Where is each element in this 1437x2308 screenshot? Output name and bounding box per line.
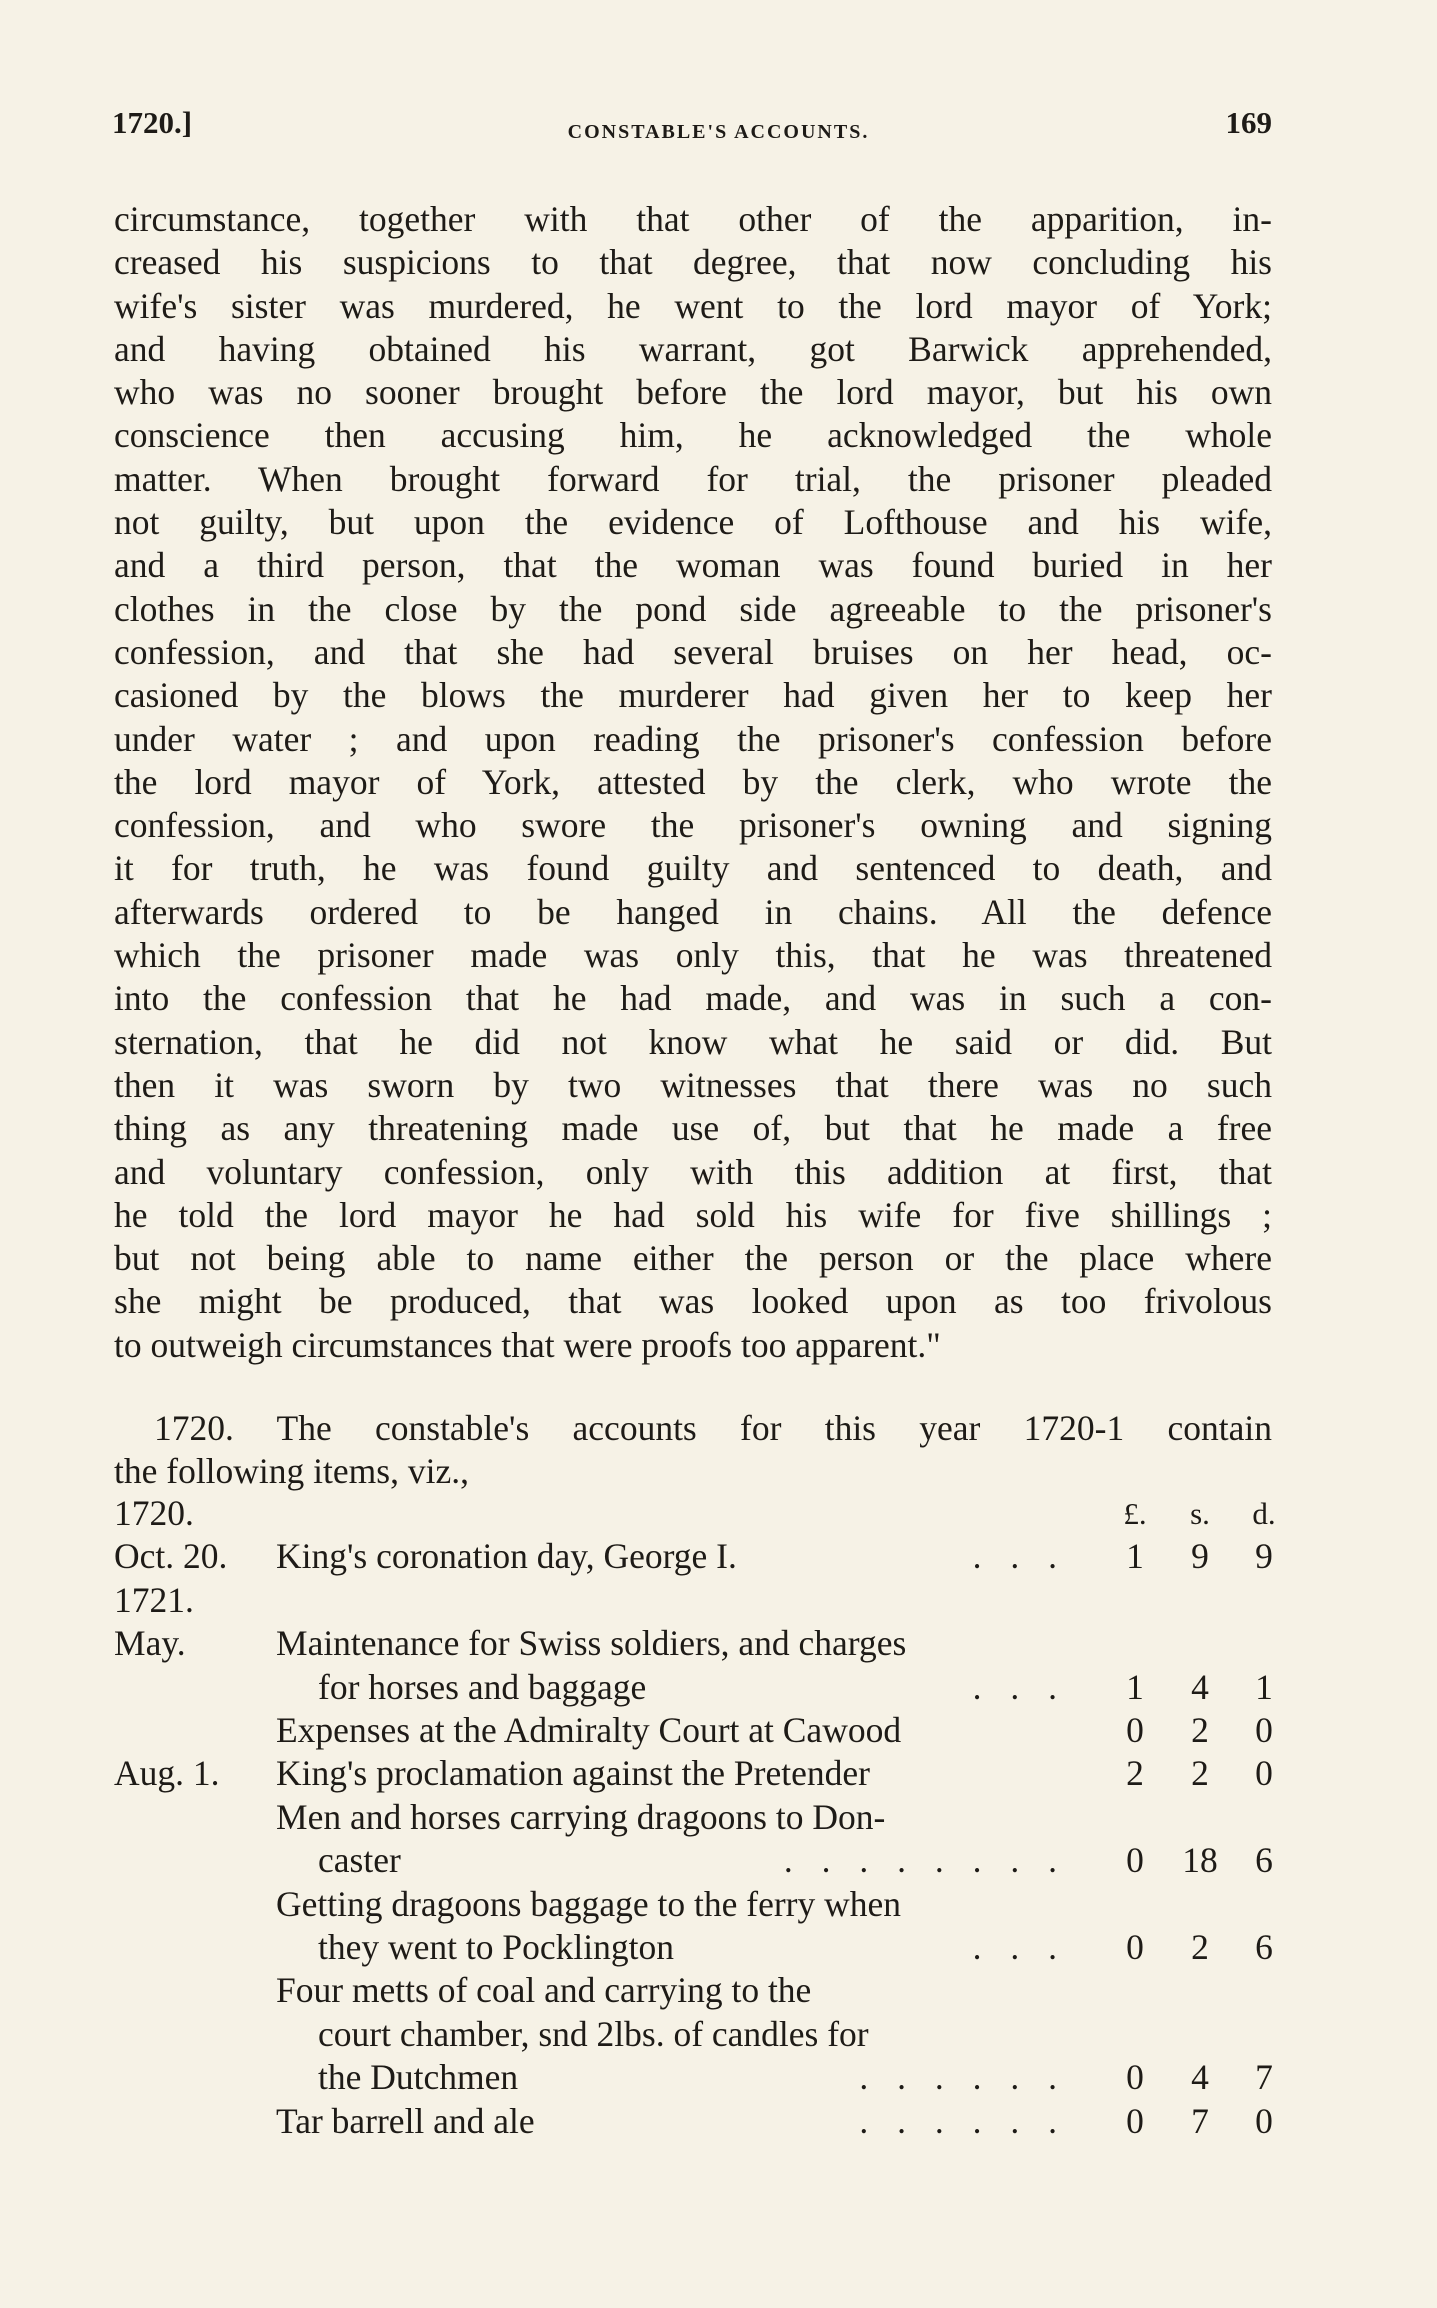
body-paragraph bbox=[114, 198, 1272, 1367]
account-item: caster bbox=[318, 1840, 401, 1881]
shillings-value: 9 bbox=[1191, 1536, 1209, 1577]
account-item: King's coronation day, George I. bbox=[276, 1536, 737, 1577]
pence-value: 0 bbox=[1255, 1710, 1273, 1750]
paragraph-line: under water ; and upon reading the prisoner's confession before bbox=[114, 718, 1272, 759]
pounds-value: 0 bbox=[1126, 2057, 1144, 2098]
leader-dots: . . . bbox=[972, 1927, 1067, 1967]
paragraph-line: circumstance, together with that other of the apparition, in- bbox=[114, 199, 1272, 239]
paragraph-line: casioned by the blows the murderer had given her to keep her bbox=[114, 675, 1272, 716]
account-row bbox=[0, 1752, 1437, 1795]
account-item: court chamber, snd 2lbs. of candles for bbox=[318, 2013, 869, 2054]
paragraph-line: thing as any threatening made use of, but that he made a free bbox=[114, 1108, 1272, 1149]
paragraph-line: to outweigh circumstances that were proofs too apparent." bbox=[114, 1324, 941, 1365]
shillings-value: 2 bbox=[1191, 1753, 1209, 1794]
leader-dots: . . . bbox=[972, 1536, 1067, 1577]
paragraph-line: she might be produced, that was looked upon as too frivolous bbox=[114, 1281, 1272, 1322]
account-date: May. bbox=[114, 1623, 186, 1664]
account-row bbox=[0, 2100, 1437, 2143]
paragraph-line: wife's sister was murdered, he went to the lord mayor of York; bbox=[114, 285, 1272, 326]
account-date: 1721. bbox=[114, 1579, 194, 1620]
pence-value: 6 bbox=[1255, 1927, 1273, 1967]
shillings-value: 7 bbox=[1191, 2100, 1209, 2141]
pounds-value: 0 bbox=[1126, 1927, 1144, 1967]
pounds-value: 2 bbox=[1126, 1753, 1144, 1794]
account-item: for horses and baggage bbox=[318, 1666, 647, 1707]
pounds-value: 0 bbox=[1126, 1840, 1144, 1881]
paragraph-line: and having obtained his warrant, got Barwick apprehended, bbox=[114, 328, 1272, 369]
running-head-title: CONSTABLE'S ACCOUNTS. bbox=[567, 121, 870, 143]
pence-value: 0 bbox=[1255, 1753, 1273, 1794]
pounds-value: 1 bbox=[1126, 1536, 1144, 1577]
account-item: the Dutchmen bbox=[318, 2057, 519, 2098]
account-row bbox=[0, 1796, 1437, 1839]
paragraph-line: and a third person, that the woman was found buried in her bbox=[114, 545, 1272, 586]
pence-value: 9 bbox=[1255, 1536, 1273, 1577]
running-head-year: 1720.] bbox=[112, 105, 193, 140]
shillings-value: 4 bbox=[1191, 1666, 1209, 1707]
accounts-intro bbox=[114, 1407, 1272, 1494]
account-item: they went to Pocklington bbox=[318, 1927, 674, 1967]
account-item: Getting dragoons baggage to the ferry when bbox=[276, 1883, 901, 1924]
pence-value: 1 bbox=[1255, 1666, 1273, 1707]
shillings-value: 18 bbox=[1182, 1840, 1218, 1881]
paragraph-line: confession, and that she had several bruises on her head, oc- bbox=[114, 631, 1272, 672]
paragraph-line: which the prisoner made was only this, that he was threatened bbox=[114, 935, 1272, 976]
account-item: Men and horses carrying dragoons to Don- bbox=[276, 1796, 886, 1837]
paragraph-line: creased his suspicions to that degree, that now concluding his bbox=[114, 242, 1272, 283]
pounds-header: £. bbox=[1123, 1496, 1147, 1531]
pounds-value: 1 bbox=[1126, 1666, 1144, 1707]
intro-line: 1720. The constable's accounts for this year 1720-1 contain bbox=[154, 1408, 1272, 1448]
account-row bbox=[0, 1969, 1437, 2012]
pence-value: 7 bbox=[1255, 2057, 1273, 2098]
account-row bbox=[0, 1926, 1437, 1969]
account-row bbox=[0, 1883, 1437, 1926]
leader-dots: . . . . . . bbox=[859, 2100, 1067, 2141]
paragraph-line: into the confession that he had made, and was in such a con- bbox=[114, 978, 1272, 1019]
account-row bbox=[0, 1839, 1437, 1882]
account-row bbox=[0, 2013, 1437, 2056]
paragraph-line: confession, and who swore the prisoner's owning and signing bbox=[114, 805, 1272, 846]
account-item: King's proclamation against the Pretender bbox=[276, 1753, 870, 1794]
account-row bbox=[0, 1579, 1437, 1622]
account-date: Aug. 1. bbox=[114, 1753, 220, 1794]
account-row bbox=[0, 1709, 1437, 1752]
paragraph-line: sternation, that he did not know what he said or did. But bbox=[114, 1021, 1272, 1062]
paragraph-line: it for truth, he was found guilty and sentenced to death, and bbox=[114, 848, 1272, 889]
account-item: Expenses at the Admiralty Court at Cawood bbox=[276, 1710, 902, 1750]
paragraph-line: but not being able to name either the person or the place where bbox=[114, 1238, 1272, 1279]
paragraph-line: not guilty, but upon the evidence of Lofthouse and his wife, bbox=[114, 502, 1272, 543]
pence-header: d. bbox=[1252, 1496, 1276, 1531]
shillings-value: 2 bbox=[1191, 1927, 1209, 1967]
leader-dots: . . . . . . bbox=[859, 2057, 1067, 2098]
leader-dots: . . . bbox=[972, 1666, 1067, 1707]
leader-dots: . . . . . . . . bbox=[783, 1840, 1067, 1881]
paragraph-line: clothes in the close by the pond side agreeable to the prisoner's bbox=[114, 588, 1272, 629]
shillings-header: s. bbox=[1190, 1496, 1210, 1531]
account-date: Oct. 20. bbox=[114, 1536, 228, 1577]
paragraph-line: conscience then accusing him, he acknowledged the whole bbox=[114, 415, 1272, 456]
pounds-value: 0 bbox=[1126, 2100, 1144, 2141]
account-row bbox=[0, 2056, 1437, 2099]
pounds-value: 0 bbox=[1126, 1710, 1144, 1750]
account-item: Four metts of coal and carrying to the bbox=[276, 1970, 812, 2011]
paragraph-line: then it was sworn by two witnesses that there was no such bbox=[114, 1064, 1272, 1105]
account-item: Maintenance for Swiss soldiers, and charges bbox=[276, 1623, 907, 1664]
page-number: 169 bbox=[1225, 105, 1272, 140]
paragraph-line: the lord mayor of York, attested by the clerk, who wrote the bbox=[114, 761, 1272, 802]
paragraph-line: matter. When brought forward for trial, the prisoner pleaded bbox=[114, 458, 1272, 499]
account-row bbox=[0, 1666, 1437, 1709]
shillings-value: 2 bbox=[1191, 1710, 1209, 1750]
accounts-header-row bbox=[0, 1492, 1437, 1535]
paragraph-line: and voluntary confession, only with this addition at first, that bbox=[114, 1151, 1272, 1192]
account-row bbox=[0, 1535, 1437, 1578]
account-row bbox=[0, 1622, 1437, 1665]
pence-value: 0 bbox=[1255, 2100, 1273, 2141]
pence-value: 6 bbox=[1255, 1840, 1273, 1881]
paragraph-line: he told the lord mayor he had sold his wife for five shillings ; bbox=[114, 1194, 1272, 1235]
paragraph-line: afterwards ordered to be hanged in chains. All the defence bbox=[114, 891, 1272, 932]
shillings-value: 4 bbox=[1191, 2057, 1209, 2098]
paragraph-line: who was no sooner brought before the lord mayor, but his own bbox=[114, 372, 1272, 413]
account-date: 1720. bbox=[114, 1493, 194, 1533]
account-item: Tar barrell and ale bbox=[276, 2100, 535, 2141]
intro-line: the following items, viz., bbox=[114, 1451, 469, 1492]
